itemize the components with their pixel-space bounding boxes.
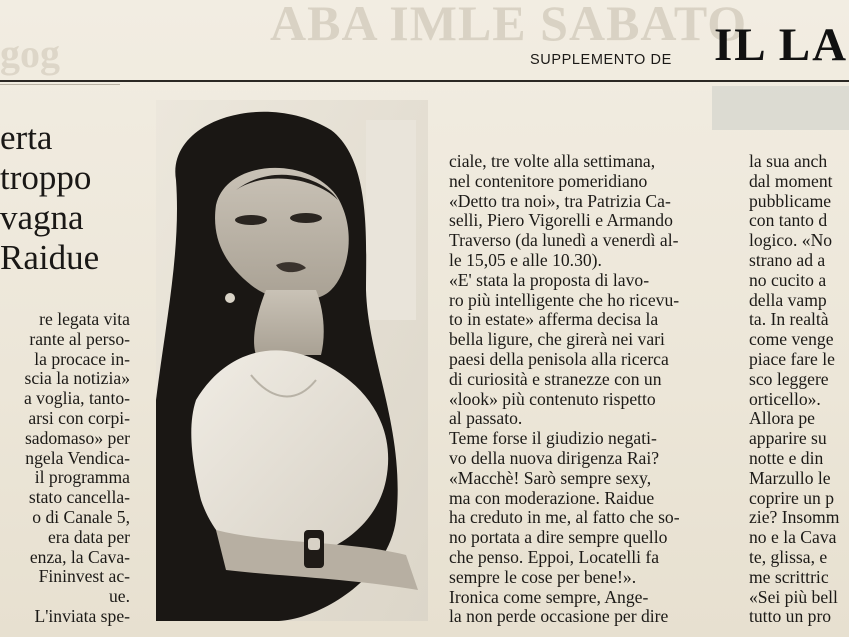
text-line: ta. In realtà [749,309,829,330]
text-line: la sua anch [749,151,828,171]
text-line: al passato. [449,408,523,429]
text-line: paesi della penisola alla ricerca [449,348,669,369]
text-line: la non perde occasione per dire [449,606,669,627]
text-line: di curiosità e stranezze con un [449,368,662,389]
text-line: sco leggere [749,368,829,389]
bleed-through-text: ABA IMLE SABATO [270,0,748,51]
text-line: no cucito a [749,269,827,290]
text-line: «look» più contenuto rispetto [449,388,656,409]
text-line: «E' stata la proposta di lavo- [449,269,650,290]
text-line: ha creduto in me, al fatto che so- [449,507,680,528]
text-line: zie? Insomm [749,507,840,528]
headline-line: erta [0,118,53,157]
grey-strip [712,86,849,130]
text-line: «Detto tra noi», tra Patrizia Ca- [449,190,671,211]
text-line: o di Canale 5, [32,506,130,527]
text-line: Ironica come sempre, Ange- [449,586,649,607]
text-line: Teme forse il giudizio negati- [449,428,657,449]
text-line: L'inviata spe- [34,605,130,626]
text-line: rante al perso- [29,328,130,349]
text-line: ro più intelligente che ho ricevu- [449,289,680,310]
text-line: orticello». [749,388,821,409]
text-line: il programma [34,467,130,488]
article-column-4 [749,152,849,627]
supplement-label: SUPPLEMENTO DE [530,52,672,68]
text-line: re legata vita [39,309,130,329]
text-line: Traverso (da lunedì a venerdì al- [449,230,679,251]
text-line: piace fare le [749,348,835,369]
text-line: la procace in- [34,348,130,369]
text-line: a voglia, tanto- [23,388,130,409]
text-line: dal moment [749,170,833,191]
text-line: «Macchè! Sarò sempre sexy, [449,467,652,488]
text-line: nel contenitore pomeridiano [449,170,648,191]
text-line: stato cancella- [28,487,130,508]
text-line: bella ligure, che girerà nei vari [449,329,665,350]
text-line: Allora pe [749,408,815,429]
text-line: no e la Cava [749,527,837,548]
text-line: me scrittric [749,566,829,587]
text-line: che penso. Eppoi, Locatelli fa [449,546,660,567]
text-line: sadomaso» per [24,427,130,448]
headline-line: Raidue [0,238,100,277]
headline-line: troppo [0,158,92,197]
text-line: arsi con corpi- [28,407,130,428]
text-line: «Sei più bell [749,586,838,607]
headline-line: vagna [0,198,84,237]
text-line: come venge [749,329,834,350]
text-line: logico. «No [749,230,833,251]
text-line: ma con moderazione. Raidue [449,487,655,508]
text-line: tutto un pro [749,606,832,627]
text-line: notte e din [749,447,824,468]
masthead: IL LA [714,19,849,71]
text-line: le 15,05 e alle 10.30). [449,249,602,270]
header-subrule [0,84,120,85]
text-line: te, glissa, e [749,546,828,567]
article-column-3 [449,152,725,627]
header-rule [0,80,849,82]
text-line: apparire su [749,428,827,449]
text-line: to in estate» afferma decisa la [449,309,659,330]
article-column-1 [0,310,130,627]
text-line: Fininvest ac- [38,566,130,587]
text-line: enza, la Cava- [29,546,130,567]
text-line: ciale, tre volte alla settimana, [449,151,656,171]
text-line: no portata a dire sempre quello [449,527,668,548]
text-line: con tanto d [749,210,828,231]
text-line: della vamp [749,289,827,310]
text-line: strano ad a [749,249,826,270]
text-line: ngela Vendica- [25,447,130,468]
text-line: sempre le cose per bene!». [449,566,637,587]
portrait-photo [156,100,428,621]
text-line: pubblicame [749,190,832,211]
text-line: ue. [108,586,130,607]
text-line: coprire un p [749,487,835,508]
portrait-illustration [156,100,428,621]
bleed-through-text-left: gog [0,31,60,76]
text-line: selli, Piero Vigorelli e Armando [449,210,673,231]
text-line: vo della nuova dirigenza Rai? [449,447,660,468]
text-line: Marzullo le [749,467,831,488]
article-headline [0,118,99,278]
text-line: era data per [47,526,130,547]
text-line: scia la notizia» [24,368,130,389]
